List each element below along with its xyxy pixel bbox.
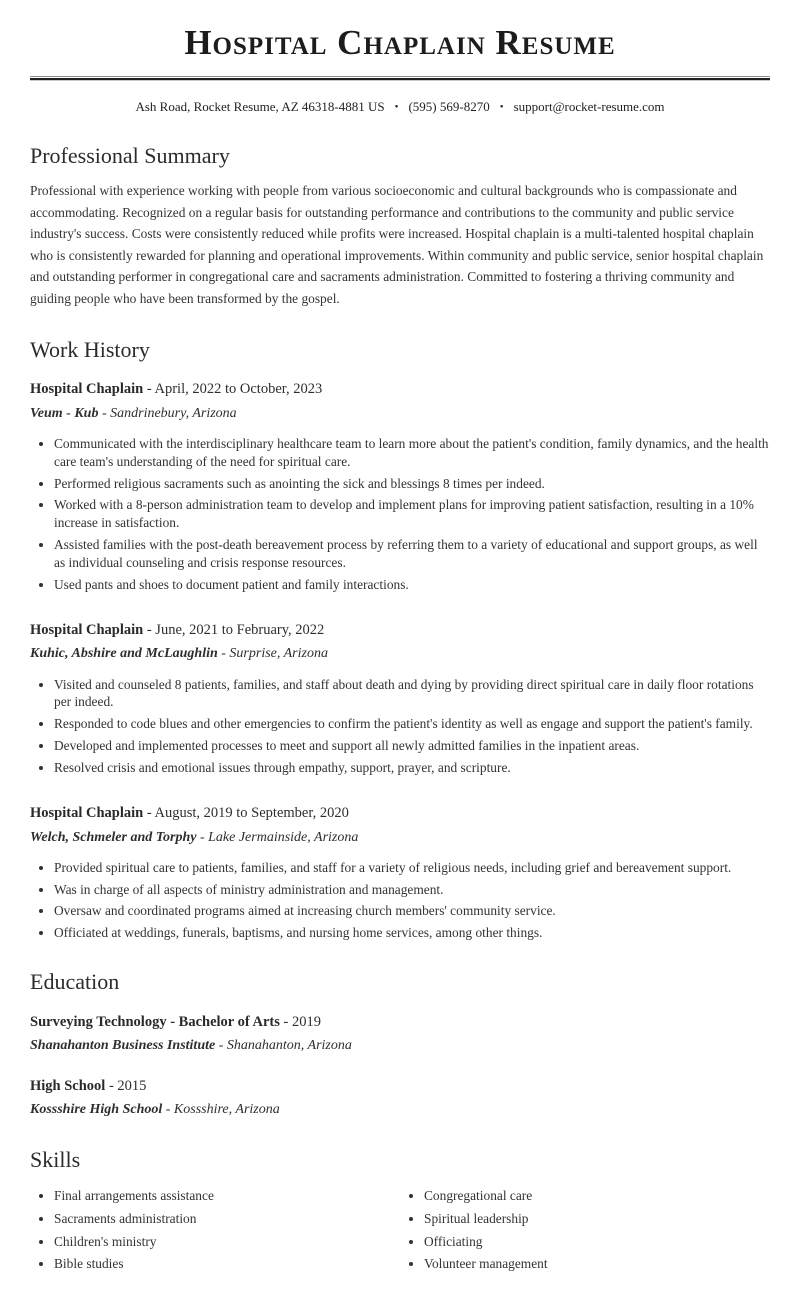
skill-item: • Bible studies bbox=[54, 1255, 400, 1273]
education-program: High School bbox=[30, 1077, 106, 1094]
job-title-line bbox=[30, 804, 770, 823]
job-bullet: • Communicated with the interdisciplinary healthcare team to learn more about the patient's condition, family dynamics, and the health care team's understanding of the need for spiritual care. bbox=[54, 435, 770, 471]
job-bullet: • Provided spiritual care to patients, families, and staff for a variety of religious needs, including grief and bereavement support. bbox=[54, 859, 770, 877]
job-title: Hospital Chaplain bbox=[30, 621, 144, 638]
job-entry bbox=[30, 804, 770, 942]
education-program-line bbox=[30, 1077, 770, 1096]
job-bullet-list bbox=[30, 676, 770, 777]
education-entry bbox=[30, 1077, 770, 1120]
job-bullet: • Developed and implemented processes to meet and support all newly admitted families in the inpatient areas. bbox=[54, 737, 770, 755]
education-school: Kossshire High School bbox=[30, 1102, 163, 1118]
section-professional-summary bbox=[30, 143, 770, 310]
summary-paragraph: Professional with experience working with people from various socioeconomic and cultural backgrounds who is compassionate and accommodating. Recognized on a regular basis for outstanding performance and contributions to the community and public service industry's success. Costs were consistently reduced while profits were increased. Hospital chaplain is a multi-talented hospital chaplain who is consistently rewarded for planning and operational improvements. Within community and public service, senior hospital chaplain and outstanding performer in congregational care and sacraments administration. Committed to fostering a thriving community and guiding people who have been transformed by the gospel. bbox=[30, 183, 764, 306]
skills-heading: Skills bbox=[30, 1146, 81, 1172]
job-company: Kuhic, Abshire and McLaughlin bbox=[30, 646, 218, 662]
skills-column-left bbox=[30, 1187, 400, 1278]
job-location: - Lake Jermainside, Arizona bbox=[196, 829, 359, 845]
section-education bbox=[30, 969, 770, 1119]
contact-phone: (595) 569-8270 bbox=[408, 98, 490, 114]
section-skills bbox=[30, 1147, 770, 1279]
contact-separator-dot: • bbox=[499, 100, 504, 113]
education-year: - 2019 bbox=[279, 1013, 321, 1030]
job-title: Hospital Chaplain bbox=[30, 804, 144, 821]
skills-columns bbox=[30, 1187, 770, 1278]
job-entry bbox=[30, 621, 770, 777]
job-title-line bbox=[30, 621, 770, 640]
skill-item: • Spiritual leadership bbox=[424, 1210, 770, 1228]
work-history-heading: Work History bbox=[30, 336, 150, 362]
education-school-line bbox=[30, 1101, 770, 1119]
job-entry bbox=[30, 380, 770, 594]
job-company-line bbox=[30, 645, 770, 663]
skill-item: • Congregational care bbox=[424, 1187, 770, 1205]
education-heading: Education bbox=[30, 969, 120, 995]
skill-item: • Sacraments administration bbox=[54, 1210, 400, 1228]
divider-thin-line-bottom bbox=[30, 80, 770, 81]
job-bullet: • Assisted families with the post-death bereavement process by referring them to a variety of educational and support groups, as well as individual counseling and crisis response resources. bbox=[54, 536, 770, 572]
job-bullet: • Used pants and shoes to document patient and family interactions. bbox=[54, 576, 770, 594]
contact-separator-dot: • bbox=[394, 100, 399, 113]
education-program-line bbox=[30, 1013, 770, 1032]
education-program: Surveying Technology - Bachelor of Arts bbox=[30, 1013, 280, 1030]
education-location: - Kossshire, Arizona bbox=[162, 1102, 280, 1118]
page-title: Hospital Chaplain Resume bbox=[184, 23, 616, 62]
job-company-line bbox=[30, 829, 770, 847]
section-work-history bbox=[30, 337, 770, 943]
skill-item: • Children's ministry bbox=[54, 1233, 400, 1251]
education-year: - 2015 bbox=[105, 1077, 147, 1094]
education-school: Shanahanton Business Institute bbox=[30, 1038, 216, 1054]
contact-address: Ash Road, Rocket Resume, AZ 46318-4881 US bbox=[135, 98, 385, 114]
contact-line bbox=[30, 98, 770, 116]
skill-item: • Officiating bbox=[424, 1233, 770, 1251]
job-bullet: • Was in charge of all aspects of ministry administration and management. bbox=[54, 881, 770, 899]
job-dates: - April, 2022 to October, 2023 bbox=[143, 380, 323, 397]
job-title-line bbox=[30, 380, 770, 399]
summary-heading: Professional Summary bbox=[30, 142, 230, 168]
job-company-line bbox=[30, 405, 770, 423]
header-divider bbox=[30, 76, 770, 81]
job-bullet-list bbox=[30, 859, 770, 942]
job-dates: - June, 2021 to February, 2022 bbox=[143, 621, 325, 638]
job-bullet: • Oversaw and coordinated programs aimed at increasing church members' community service. bbox=[54, 902, 770, 920]
contact-email: support@rocket-resume.com bbox=[513, 98, 665, 114]
job-location: - Surprise, Arizona bbox=[217, 646, 328, 662]
job-bullet: • Resolved crisis and emotional issues through empathy, support, prayer, and scripture. bbox=[54, 759, 770, 777]
job-title: Hospital Chaplain bbox=[30, 380, 144, 397]
job-bullet: • Worked with a 8-person administration team to develop and implement plans for improving patient satisfaction, resulting in a 10% increase in satisfaction. bbox=[54, 496, 770, 532]
job-company: Veum - Kub bbox=[30, 405, 99, 421]
resume-page bbox=[0, 24, 800, 1298]
skill-item: • Final arrangements assistance bbox=[54, 1187, 400, 1205]
resume-header bbox=[30, 24, 770, 116]
skill-item: • Volunteer management bbox=[424, 1255, 770, 1273]
education-school-line bbox=[30, 1037, 770, 1055]
job-bullet: • Performed religious sacraments such as anointing the sick and blessings 8 times per indeed. bbox=[54, 475, 770, 493]
job-bullet-list bbox=[30, 435, 770, 594]
job-dates: - August, 2019 to September, 2020 bbox=[143, 804, 349, 821]
education-entry bbox=[30, 1013, 770, 1056]
job-location: - Sandrinebury, Arizona bbox=[98, 405, 237, 421]
job-bullet: • Visited and counseled 8 patients, families, and staff about death and dying by providing direct spiritual care in daily floor rotations per indeed. bbox=[54, 676, 770, 712]
job-company: Welch, Schmeler and Torphy bbox=[30, 829, 197, 845]
job-bullet: • Officiated at weddings, funerals, baptisms, and nursing home services, among other things. bbox=[54, 924, 770, 942]
education-location: - Shanahanton, Arizona bbox=[215, 1038, 352, 1054]
job-bullet: • Responded to code blues and other emergencies to confirm the patient's identity as well as engage and support the patient's family. bbox=[54, 715, 770, 733]
skills-column-right bbox=[400, 1187, 770, 1278]
